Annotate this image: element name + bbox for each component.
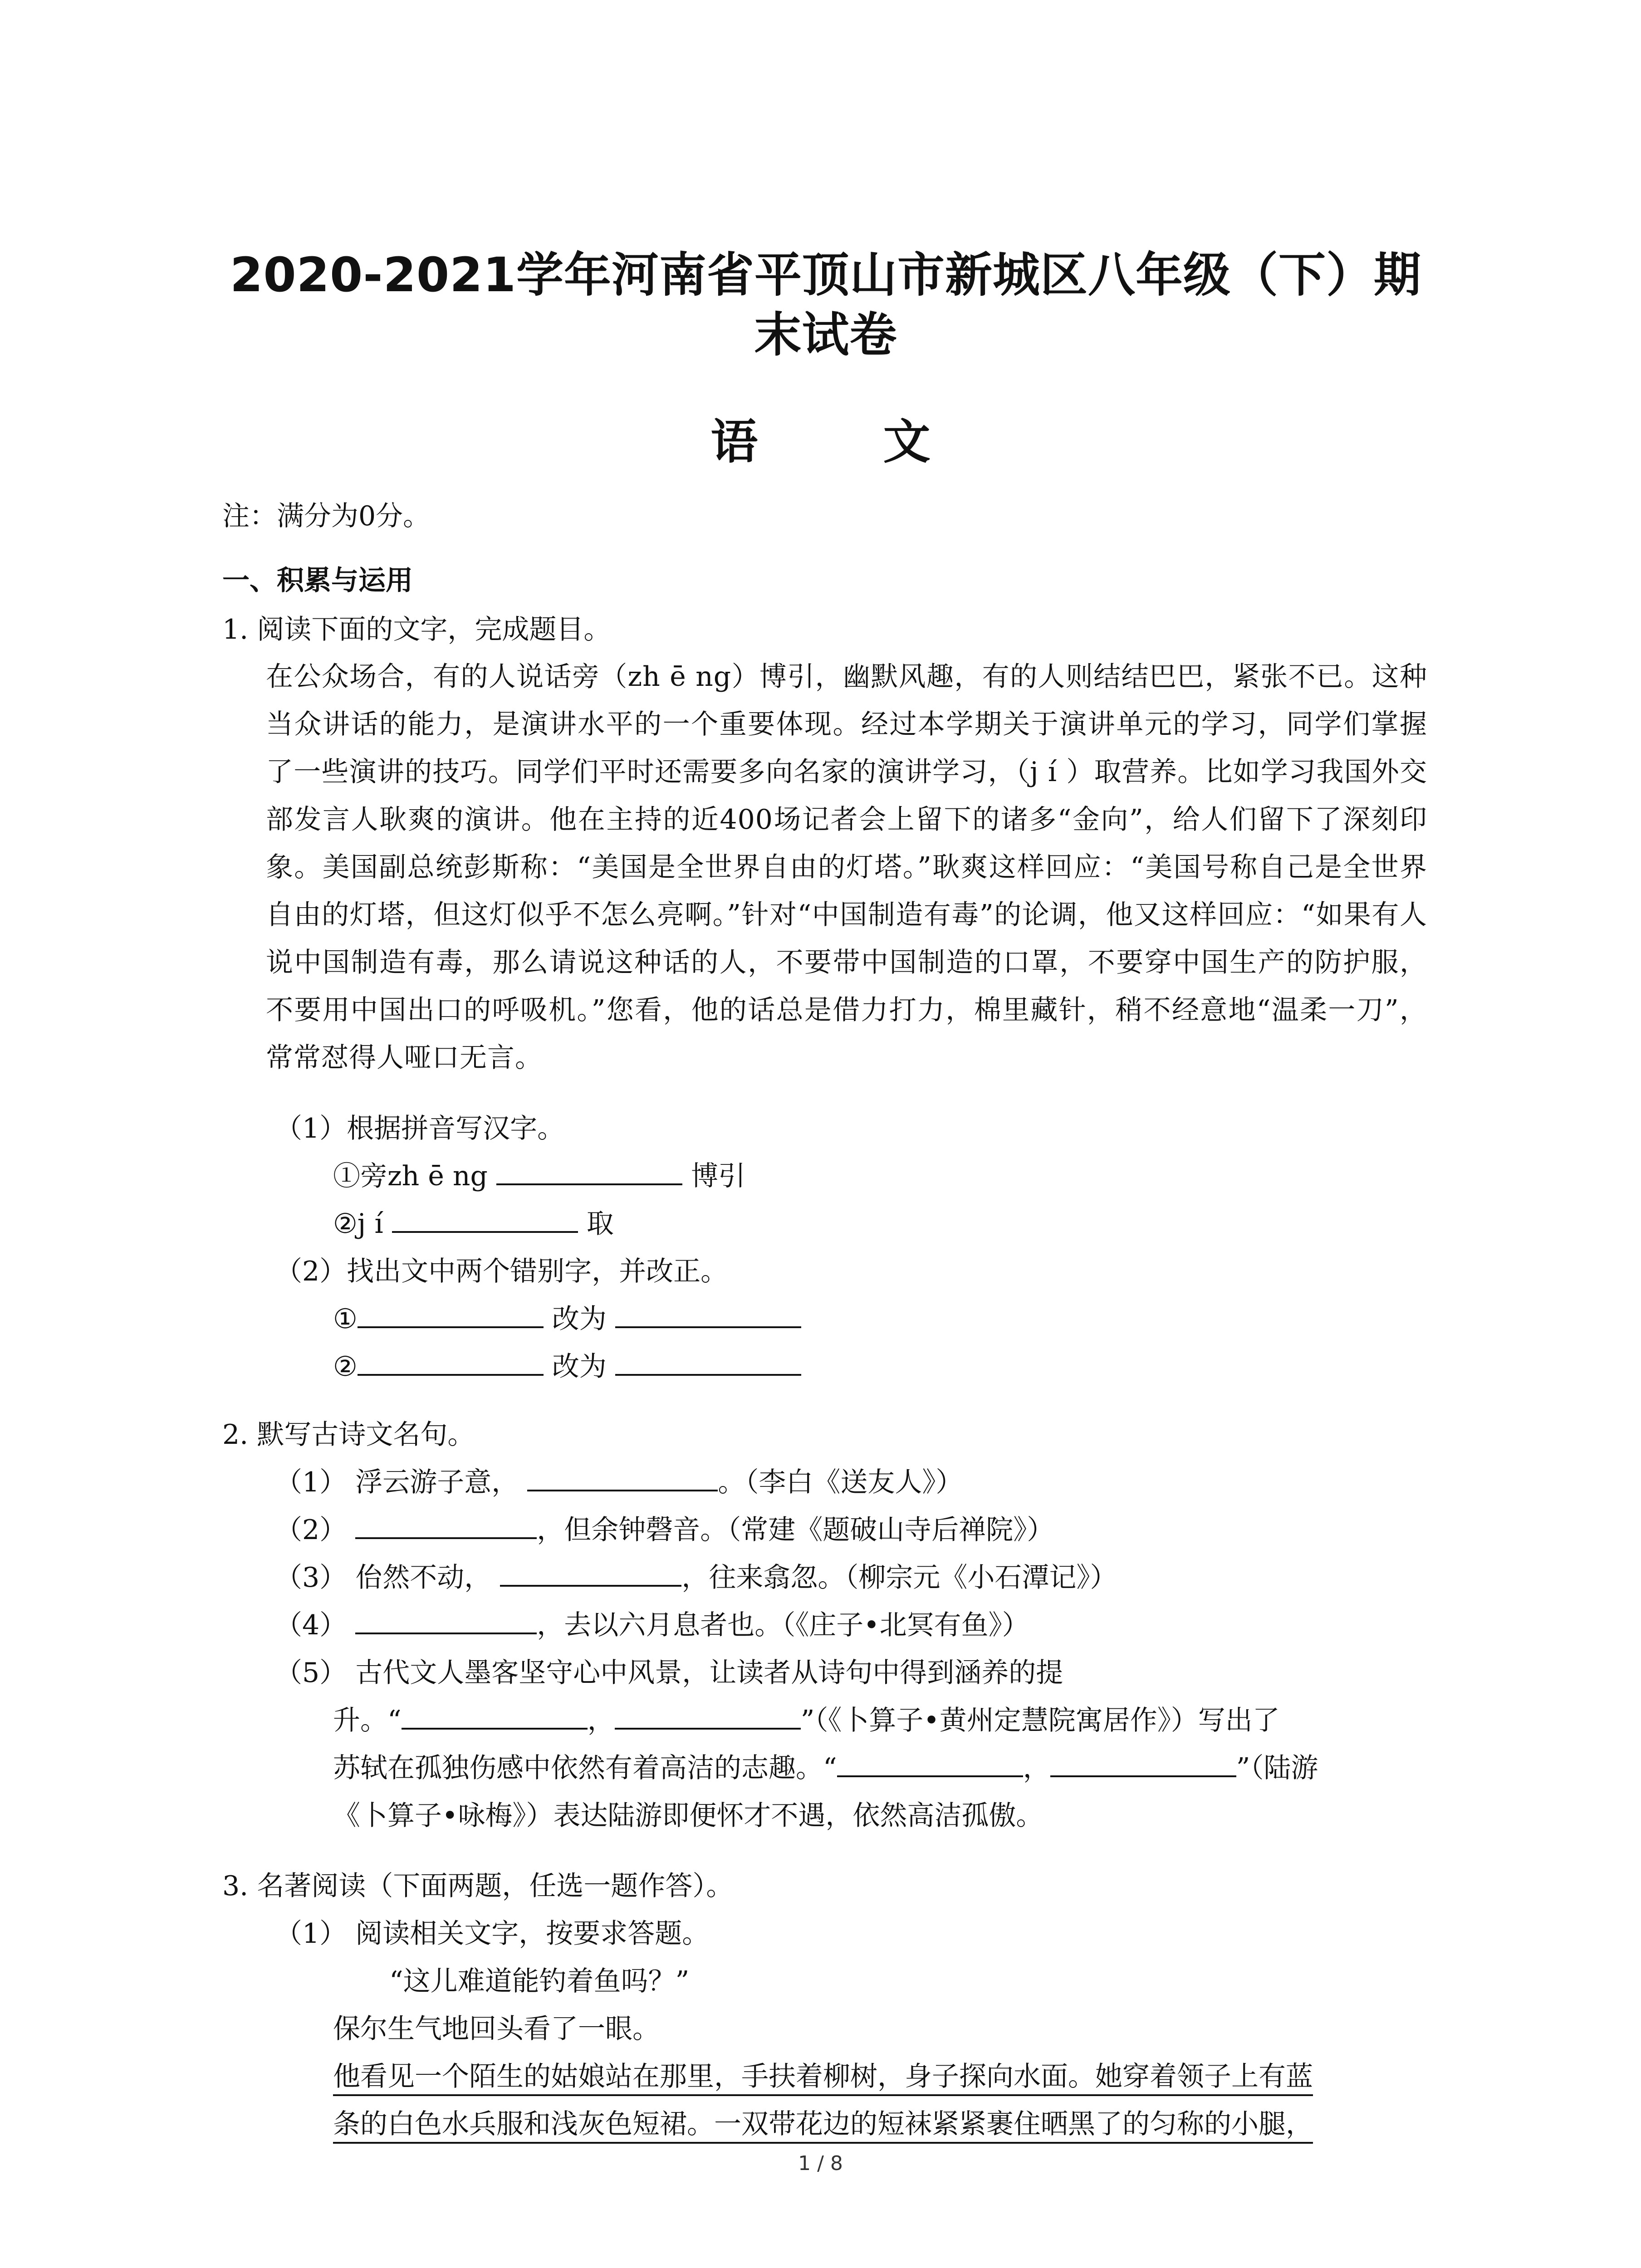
question-1-sub2: （2）找出文中两个错别字，并改正。 — [275, 1256, 728, 1287]
item-text: 博引 — [691, 1160, 746, 1192]
item-text: ② — [333, 1351, 358, 1383]
answer-blank[interactable] — [355, 1606, 537, 1634]
question-2-line-5: （5） 古代文人墨客坚守心中风景，让读者从诗句中得到涵养的提 — [275, 1657, 1063, 1689]
excerpt-line — [333, 2055, 1313, 2094]
line-text: ，往来翕忽。（柳宗元《小石潭记》） — [681, 1562, 1117, 1593]
excerpt-quote: “这儿难道能钓着鱼吗？” — [389, 1965, 690, 1997]
answer-blank[interactable] — [615, 1300, 801, 1328]
question-2-line-4 — [275, 1603, 1029, 1642]
score-note: 注：满分为0分。 — [222, 500, 431, 532]
answer-blank[interactable] — [500, 1559, 681, 1587]
item-text: ②j í — [333, 1208, 383, 1240]
line-text: ”（陆游 — [1236, 1752, 1318, 1784]
answer-blank[interactable] — [1050, 1749, 1236, 1777]
excerpt-underlined-text: 她穿着领子上有蓝 — [1095, 2061, 1313, 2096]
line-text: ”（《卜算子•黄州定慧院寓居作》）写出了 — [800, 1705, 1280, 1736]
answer-blank[interactable] — [615, 1701, 801, 1730]
question-2-line-1 — [275, 1461, 963, 1500]
page-title: 2020-2021学年河南省平顶山市新城区八年级（下）期末试卷 — [230, 247, 1422, 362]
item-text: ① — [333, 1303, 358, 1335]
question-1-passage: 在公众场合，有的人说话旁（zh ē ng）博引，幽默风趣，有的人则结结巴巴，紧张不已。这种当众讲话的能力，是演讲水平的一个重要体现。经过本学期关于演讲单元的学习，同学们掌握了一些演讲的技巧。同学们平时还需要多向名家的演讲学习，（j í ）取营养。比如学习我国外交部发言人耿爽的演讲。他在主持的近400场记者会上留下的诸多“金向”，给人们留下了深刻印象。美国副总统彭斯称：“美国是全世界自由的灯塔。”耿爽这样回应：“美国号称自己是全世界自由的灯塔，但这灯似乎不怎么亮啊。”针对“中国制造有毒”的论调，他又这样回应：“如果有人说中国制造有毒，那么请说这种话的人，不要带中国制造的口罩，不要穿中国生产的防护服，不要用中国出口的呼吸机。”您看，他的话总是借力打力，棉里藏针，稍不经意地“温柔一刀”，常常怼得人哑口无言。 — [266, 661, 1427, 1074]
answer-blank[interactable] — [392, 1205, 578, 1233]
question-2-line-3 — [275, 1556, 1117, 1595]
question-1-sub1-item-a — [333, 1154, 745, 1193]
line-text: ，但余钟磬音。（常建《题破山寺后禅院》） — [537, 1514, 1054, 1546]
question-2-line-2 — [275, 1508, 1054, 1547]
subject-heading: 语 文 — [710, 414, 985, 469]
line-text: ， — [1023, 1752, 1050, 1784]
excerpt-line — [333, 2102, 1313, 2141]
item-text: ①旁zh ē ng — [333, 1160, 488, 1192]
question-2-line-8: 《卜算子•咏梅》）表达陆游即便怀才不遇，依然高洁孤傲。 — [333, 1800, 1043, 1832]
line-text: （3） 佁然不动， — [275, 1562, 492, 1593]
answer-blank[interactable] — [355, 1511, 537, 1539]
item-text: 取 — [586, 1208, 614, 1240]
answer-blank[interactable] — [402, 1701, 588, 1730]
question-3-stem: 3. 名著阅读（下面两题，任选一题作答）。 — [222, 1870, 734, 1902]
question-2-line-6 — [333, 1699, 1280, 1738]
section-heading: 一、积累与运用 — [222, 565, 413, 596]
answer-blank[interactable] — [358, 1300, 544, 1328]
item-text: 改为 — [552, 1303, 607, 1335]
question-3-sub1: （1） 阅读相关文字，按要求答题。 — [275, 1918, 710, 1950]
line-text: （2） — [275, 1514, 347, 1546]
question-1-sub2-item-a — [333, 1297, 801, 1336]
line-text: 升。“ — [333, 1705, 402, 1736]
excerpt-line: 保尔生气地回头看了一眼。 — [333, 2013, 660, 2045]
question-2-line-7 — [333, 1746, 1318, 1785]
answer-blank[interactable] — [527, 1463, 718, 1491]
page-number: 1 / 8 — [798, 2152, 843, 2175]
line-text: 。（李白《送友人》） — [718, 1466, 963, 1498]
question-1-stem: 1. 阅读下面的文字，完成题目。 — [222, 614, 611, 645]
line-text: ，去以六月息者也。（《庄子•北冥有鱼》） — [537, 1609, 1029, 1641]
excerpt-underlined-text: 条的白色水兵服和浅灰色短裙。一双带花边的短袜紧紧裹住晒黑了的匀称的小腿， — [333, 2108, 1313, 2144]
answer-blank[interactable] — [358, 1348, 544, 1376]
line-text: 苏轼在孤独伤感中依然有着高洁的志趣。“ — [333, 1752, 837, 1784]
line-text: （4） — [275, 1609, 347, 1641]
answer-blank[interactable] — [496, 1157, 682, 1185]
excerpt-text: 他看见一个陌生的姑娘站在那里，手扶着柳树，身子探向水面。 — [333, 2061, 1095, 2096]
answer-blank[interactable] — [615, 1348, 801, 1376]
question-1-sub1: （1）根据拼音写汉字。 — [275, 1113, 565, 1144]
question-1-sub2-item-b — [333, 1345, 801, 1384]
line-text: ， — [587, 1705, 615, 1736]
question-1-sub1-item-b — [333, 1202, 614, 1241]
question-2-stem: 2. 默写古诗文名句。 — [222, 1419, 475, 1451]
answer-blank[interactable] — [837, 1749, 1023, 1777]
line-text: （1） 浮云游子意， — [275, 1466, 519, 1498]
item-text: 改为 — [552, 1351, 607, 1383]
